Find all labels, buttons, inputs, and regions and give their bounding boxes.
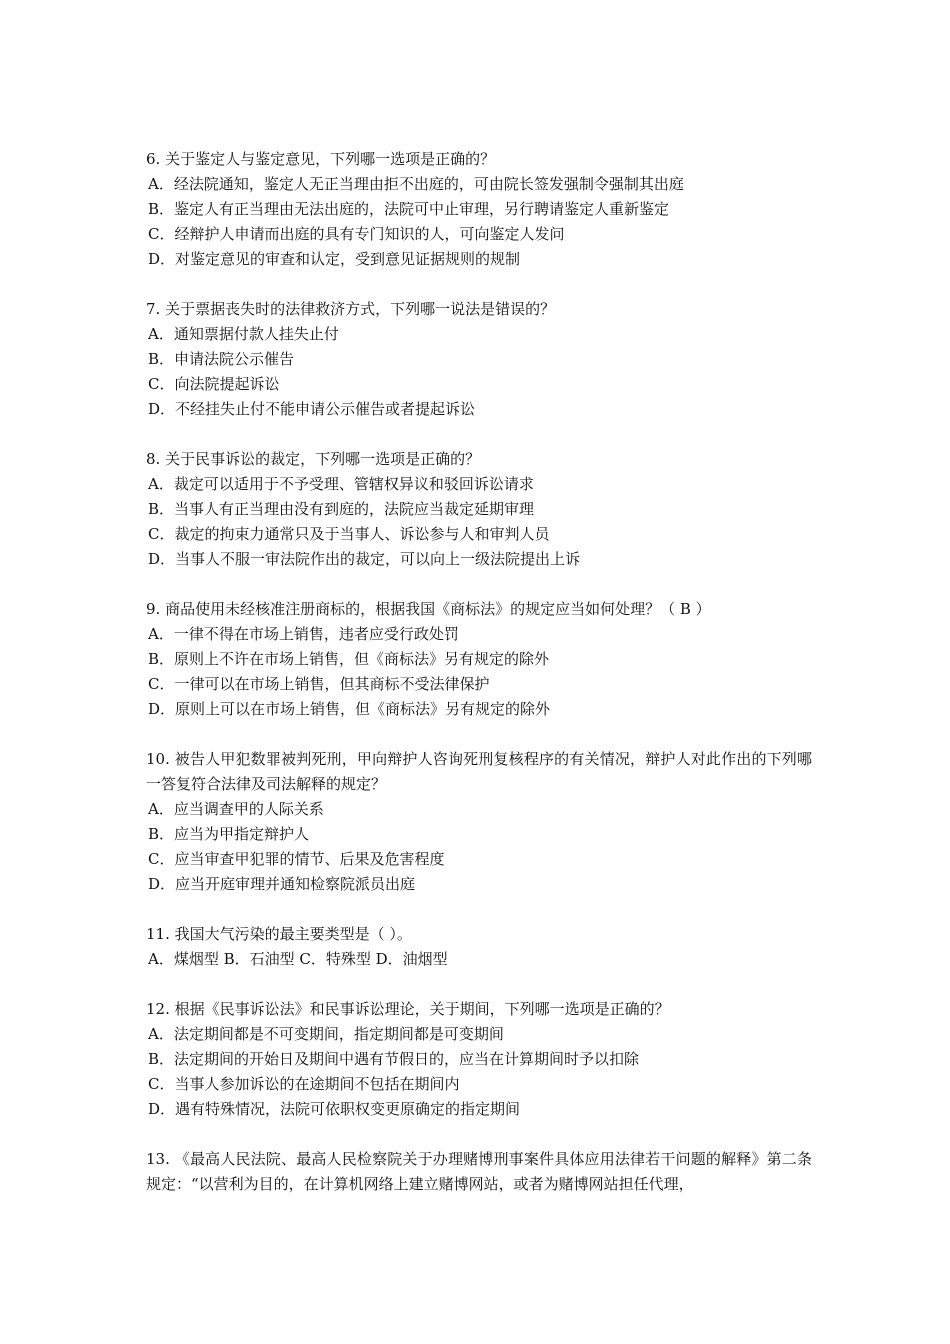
question-stem: 11. 我国大气污染的最主要类型是（ ）。 [146, 925, 412, 943]
question-7 [146, 297, 812, 422]
option-c: C．向法院提起诉讼 [148, 375, 280, 393]
option-b: B．鉴定人有正当理由无法出庭的，法院可中止审理，另行聘请鉴定人重新鉴定 [148, 200, 670, 218]
option-a: A．通知票据付款人挂失止付 [148, 325, 339, 343]
option-c: C．应当审查甲犯罪的情节、后果及危害程度 [148, 850, 445, 868]
question-6 [146, 147, 812, 272]
option-b: B．申请法院公示催告 [148, 350, 295, 368]
question-13 [146, 1147, 812, 1197]
question-stem: 9. 商品使用未经核准注册商标的，根据我国《商标法》的规定应当如何处理？（ B ） [146, 600, 711, 618]
question-stem: 12. 根据《民事诉讼法》和民事诉讼理论，关于期间，下列哪一选项是正确的？ [146, 1000, 670, 1018]
option-c: C．当事人参加诉讼的在途期间不包括在期间内 [148, 1075, 460, 1093]
option-c: C．裁定的拘束力通常只及于当事人、诉讼参与人和审判人员 [148, 525, 550, 543]
option-d: D．不经挂失止付不能申请公示催告或者提起诉讼 [148, 400, 476, 418]
question-stem: 10. 被告人甲犯数罪被判死刑，甲向辩护人咨询死刑复核程序的有关情况，辩护人对此作出的下列哪一答复符合法律及司法解释的规定？ [146, 750, 812, 793]
option-line: A．煤烟型 B．石油型 C．特殊型 D．油烟型 [148, 950, 448, 968]
question-8 [146, 447, 812, 572]
option-c: C．经辩护人申请而出庭的具有专门知识的人，可向鉴定人发问 [148, 225, 565, 243]
option-a: A．裁定可以适用于不予受理、管辖权异议和驳回诉讼请求 [148, 475, 534, 493]
question-11 [146, 922, 812, 972]
option-a: A．法定期间都是不可变期间，指定期间都是可变期间 [148, 1025, 504, 1043]
question-stem: 13. 《最高人民法院、最高人民检察院关于办理赌博刑事案件具体应用法律若干问题的解释》第二条规定：“以营利为目的，在计算机网络上建立赌博网站，或者为赌博网站担任代理， [146, 1150, 812, 1193]
question-10 [146, 747, 812, 897]
question-stem: 6. 关于鉴定人与鉴定意见，下列哪一选项是正确的？ [146, 150, 496, 168]
option-a: A．一律不得在市场上销售，违者应受行政处罚 [148, 625, 459, 643]
option-a: A．应当调查甲的人际关系 [148, 800, 324, 818]
option-d: D．当事人不服一审法院作出的裁定，可以向上一级法院提出上诉 [148, 550, 581, 568]
option-b: B．原则上不许在市场上销售，但《商标法》另有规定的除外 [148, 650, 550, 668]
question-12 [146, 997, 812, 1122]
option-a: A．经法院通知，鉴定人无正当理由拒不出庭的，可由院长签发强制令强制其出庭 [148, 175, 684, 193]
option-d: D．原则上可以在市场上销售，但《商标法》另有规定的除外 [148, 700, 551, 718]
option-d: D．应当开庭审理并通知检察院派员出庭 [148, 875, 416, 893]
document-page [146, 147, 812, 1222]
question-stem: 8. 关于民事诉讼的裁定，下列哪一选项是正确的？ [146, 450, 481, 468]
option-d: D．遇有特殊情况，法院可依职权变更原确定的指定期间 [148, 1100, 521, 1118]
option-b: B．当事人有正当理由没有到庭的，法院应当裁定延期审理 [148, 500, 535, 518]
option-d: D．对鉴定意见的审查和认定，受到意见证据规则的规制 [148, 250, 521, 268]
option-b: B．应当为甲指定辩护人 [148, 825, 310, 843]
option-b: B．法定期间的开始日及期间中遇有节假日的，应当在计算期间时予以扣除 [148, 1050, 640, 1068]
option-c: C．一律可以在市场上销售，但其商标不受法律保护 [148, 675, 490, 693]
question-9 [146, 597, 812, 722]
question-stem: 7. 关于票据丧失时的法律救济方式，下列哪一说法是错误的？ [146, 300, 556, 318]
